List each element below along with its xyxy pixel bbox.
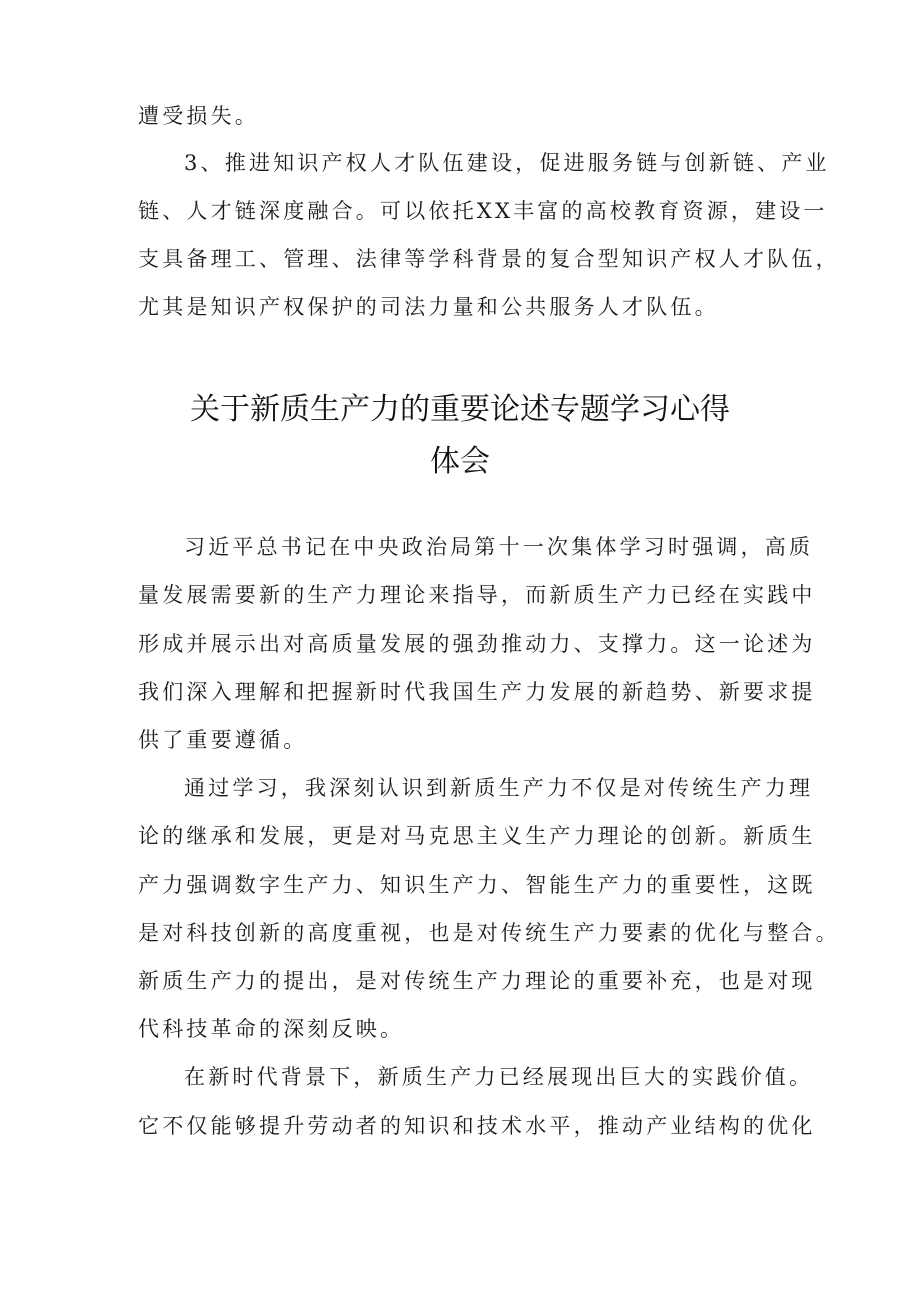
text-line: 是对科技创新的高度重视，也是对传统生产力要素的优化与整合。: [138, 921, 840, 945]
text-line: 供了重要遵循。: [138, 728, 308, 752]
text-line: 遭受损失。: [138, 104, 259, 128]
text-line: 习近平总书记在中央政治局第十一次集体学习时强调，高质: [184, 535, 814, 559]
text-line: 尤其是知识产权保护的司法力量和公共服务人才队伍。: [138, 295, 719, 319]
text-line: 通过学习，我深刻认识到新质生产力不仅是对传统生产力理: [184, 776, 814, 800]
article-title-continuation: 体会: [430, 444, 490, 479]
text-line: 在新时代背景下，新质生产力已经展现出巨大的实践价值。: [184, 1065, 814, 1089]
text-line: 论的继承和发展，更是对马克思主义生产力理论的创新。新质生: [138, 824, 816, 848]
text-line: 链、人才链深度融合。可以依托XX丰富的高校教育资源，建设一: [138, 199, 828, 223]
text-line: 支具备理工、管理、法律等学科背景的复合型知识产权人才队伍，: [138, 247, 840, 271]
article-title: 关于新质生产力的重要论述专题学习心得: [190, 392, 730, 427]
text-line: 新质生产力的提出，是对传统生产力理论的重要补充，也是对现: [138, 969, 816, 993]
text-line: 它不仅能够提升劳动者的知识和技术水平，推动产业结构的优化: [138, 1114, 816, 1138]
text-line: 形成并展示出对高质量发展的强劲推动力、支撑力。这一论述为: [138, 632, 816, 656]
text-line: 量发展需要新的生产力理论来指导，而新质生产力已经在实践中: [138, 583, 816, 607]
text-line: 我们深入理解和把握新时代我国生产力发展的新趋势、新要求提: [138, 680, 816, 704]
text-line: 产力强调数字生产力、知识生产力、智能生产力的重要性，这既: [138, 873, 816, 897]
text-line: 3、推进知识产权人才队伍建设，促进服务链与创新链、产业: [184, 151, 830, 175]
text-line: 代科技革命的深刻反映。: [138, 1017, 405, 1041]
